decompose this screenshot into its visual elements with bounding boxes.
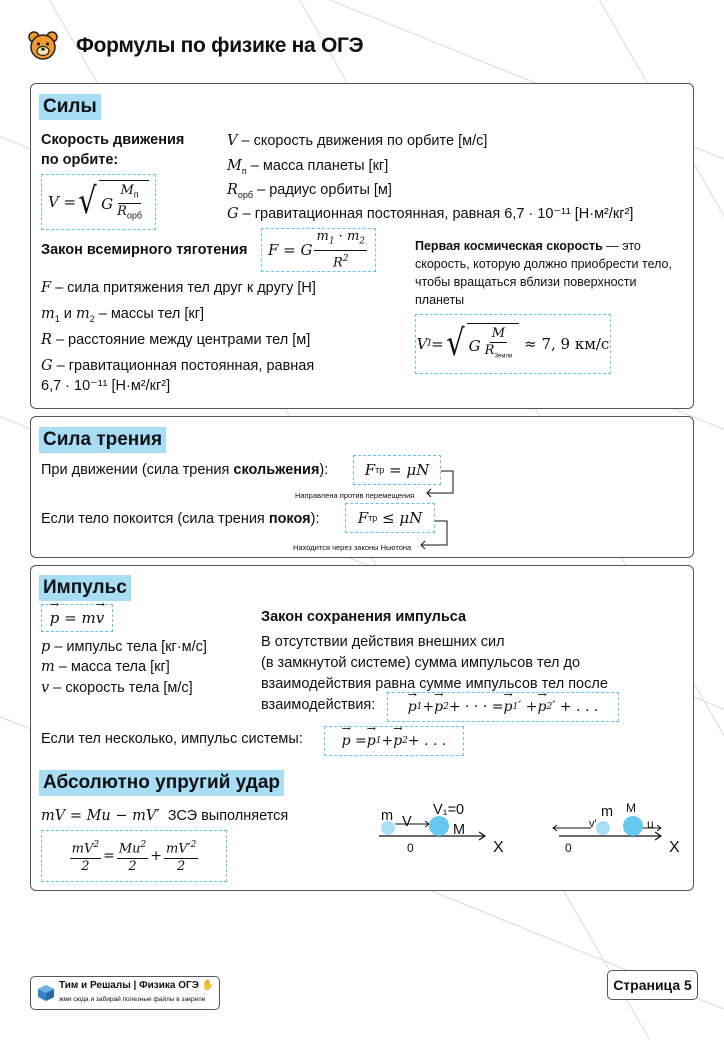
momentum-formula: → p = m → v <box>41 604 113 632</box>
gravity-formula: F = G $\frac{m_1 \cdot m_2}{R^2}$ <box>261 228 376 272</box>
friction-rest-formula: F тр ≤ μN <box>345 503 435 533</box>
cosmic-formula: V I = √ G $\frac{M}{R_{Земли}}$ ≈ 7, 9 км/с <box>415 314 611 374</box>
diagram1-v1-label: V₁=0 <box>433 802 465 818</box>
friction-moving-note: Направлена против перемещения <box>295 491 415 500</box>
collision-title: Абсолютно упругий удар <box>39 770 284 796</box>
diagram2-m-label: m <box>601 804 614 820</box>
momentum-law-text: В отсутствии действия внешних сил (в замкнутой системе) сумма импульсов тел до взаимодействия равна сумме импульсов тел после взаимодействия: <box>261 634 608 713</box>
friction-moving-formula: F тр = μN <box>353 455 441 485</box>
diagram2-M-label: M <box>626 801 636 815</box>
friction-card <box>30 416 694 558</box>
gravity-def-r: R – расстояние между центрами тел [м] <box>41 332 311 348</box>
diagram2-zero-label: 0 <box>565 841 572 855</box>
cube-icon <box>36 983 56 1003</box>
page-header <box>28 30 363 62</box>
gravity-heading: Закон всемирного тяготения <box>41 242 248 258</box>
orbit-heading: Скорость движения по орбите: <box>41 132 185 168</box>
bear-icon <box>28 31 58 61</box>
friction-rest-note: Находится через законы Ньютона <box>293 543 412 552</box>
orbit-def-v: V – скорость движения по орбите [м/с] <box>227 133 488 149</box>
gravity-def-g: G – гравитационная постоянная, равная <box>41 358 315 374</box>
diagram1-M-label: M <box>453 822 466 838</box>
collision-diagram-before <box>375 798 525 858</box>
forces-card <box>30 83 694 409</box>
momentum-system-text: Если тел несколько, импульс системы: <box>41 731 303 747</box>
diagram2-x-label: X <box>669 839 680 856</box>
page-number: Страница 5 <box>607 970 698 1000</box>
collision-energy-formula: $\frac{mV^2}{2}$ = $\frac{Mu^2}{2}$ + $\frac{mV'^2}{2}$ <box>41 830 227 882</box>
friction-title: Сила трения <box>39 427 166 453</box>
diagram1-zero-label: 0 <box>407 841 414 855</box>
momentum-title: Импульс <box>39 575 131 601</box>
momentum-def-v: v – скорость тела [м/с] <box>41 680 193 696</box>
orbit-def-mp: $M_п$ – масса планеты [кг] <box>227 158 389 176</box>
diagram2-v-label: v' <box>589 818 597 830</box>
momentum-card <box>30 565 694 891</box>
forces-title: Силы <box>39 94 101 120</box>
momentum-def-p: p – импульс тела [кг·м/с] <box>41 639 207 655</box>
diagram1-x-label: X <box>493 839 504 856</box>
diagram2-u-label: u <box>647 817 654 831</box>
gravity-def-g-value: 6,7 · 10⁻¹¹ [Н·м²/кг²] <box>41 378 171 394</box>
collision-equation: mV = Mu − mV′ ЗСЭ выполняется <box>41 808 289 824</box>
momentum-conservation-formula: → p 1 + → p 2 + · · · = → p 1 ′ + → p 2 ′ + . . . <box>387 692 619 722</box>
diagram1-v-label: V <box>402 814 412 830</box>
diagram1-m-label: m <box>381 808 394 824</box>
momentum-system-formula: → p = → p 1 + → p 2 + . . . <box>324 726 464 756</box>
orbit-def-g: G – гравитационная постоянная, равная 6,7 · 10⁻¹¹ [Н·м²/кг²] <box>227 206 634 222</box>
orbit-formula: V = √ G $\frac{M_п}{R_{орб}}$ <box>41 174 156 230</box>
collision-diagram-after <box>531 798 691 858</box>
momentum-law-title: Закон сохранения импульса <box>261 609 467 625</box>
momentum-def-m: m – масса тела [кг] <box>41 659 170 675</box>
friction-rest-text: Если тело покоится (сила трения покоя): <box>41 511 320 527</box>
footer-brand-link[interactable] <box>30 976 220 1010</box>
page-title: Формулы по физике на ОГЭ <box>76 34 364 57</box>
friction-arrows <box>391 469 461 559</box>
gravity-def-m: $m_1$ и $m_2$ – массы тел [кг] <box>41 306 205 324</box>
gravity-def-f: F – сила притяжения тел друг к другу [Н] <box>41 280 316 296</box>
footer-brand: Тим и Решалы | Физика ОГЭ ✋ <box>59 980 215 991</box>
cosmic-text: Первая космическая скорость — это скорость, которую должно приобрести тело, чтобы вращаться вблизи поверхности планеты <box>415 239 672 307</box>
friction-moving-text: При движении (сила трения скольжения): <box>41 462 329 478</box>
footer-tagline: жми сюда и забирай полезные файлы в закрепе <box>59 996 206 1003</box>
orbit-def-r: $R_{орб}$ – радиус орбиты [м] <box>227 182 392 200</box>
